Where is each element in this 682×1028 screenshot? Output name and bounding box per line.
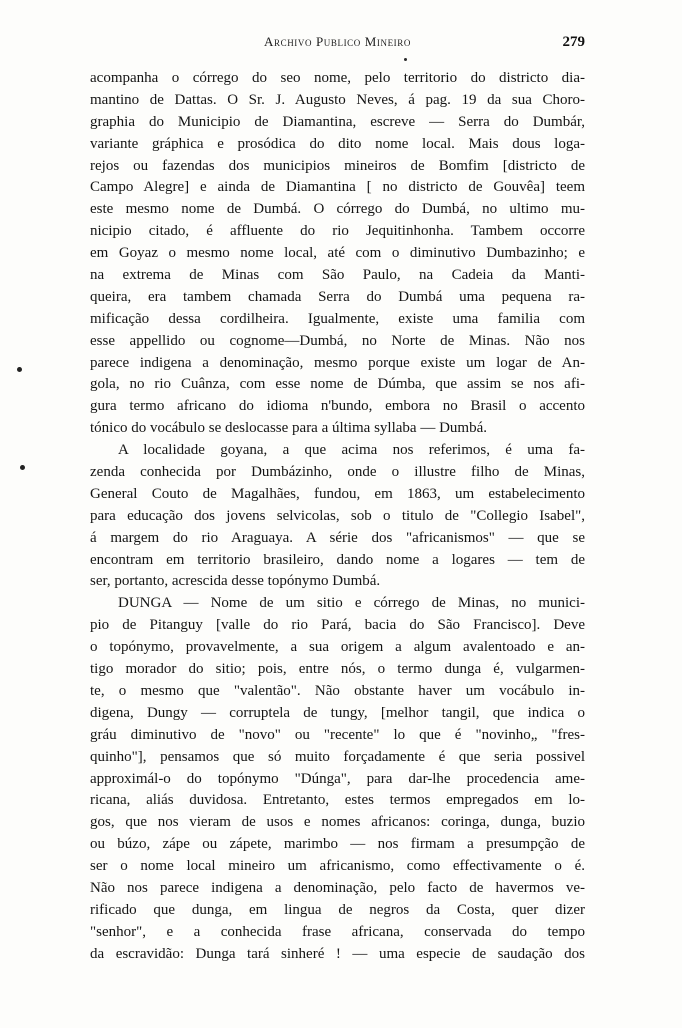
- text-line: digena, Dungy — corruptela de tungy, [melhor tangil, que indica o: [90, 704, 585, 721]
- text-line: queira, era tambem chamada Serra do Dumbá uma pequena ra-: [90, 288, 585, 305]
- text-line: gola, no rio Cuânza, com esse nome de Dúmba, que assim se nos afi-: [90, 376, 585, 393]
- text-line: Campo Alegre] e ainda de Diamantina [ no districto de Gouvêa] teem: [90, 179, 585, 196]
- text-line: variante gráphica e prosódica do dito nome local. Mais dous loga-: [90, 135, 585, 152]
- text-line: te, o mesmo que "valentão". Não obstante haver um vocábulo in-: [90, 682, 585, 699]
- text-line: mantino de Dattas. O Sr. J. Augusto Neves, á pag. 19 da sua Choro-: [90, 91, 585, 108]
- text-line: o topónymo, provavelmente, a sua origem a algum avalentoado e an-: [90, 639, 585, 656]
- text-line: ricana, aliás duvidosa. Entretanto, estes termos empregados em lo-: [90, 792, 585, 809]
- text-line: mificação dessa cordilheira. Igualmente, existe uma familia com: [90, 310, 585, 327]
- text-line: graphia do Municipio de Diamantina, escreve — Serra do Dumbár,: [90, 113, 585, 130]
- text-line: rejos ou fazendas dos municipios mineiros de Bomfim [districto de: [90, 157, 585, 174]
- text-line: na extrema de Minas com São Paulo, na Cadeia da Manti-: [90, 267, 585, 284]
- text-line: A localidade goyana, a que acima nos referimos, é uma fa-: [118, 442, 585, 459]
- text-line: á margem do rio Araguaya. A série dos "africanismos" — que se: [90, 529, 585, 546]
- text-line: esse appellido ou cognome—Dumbá, no Norte de Minas. Não nos: [90, 332, 585, 349]
- text-line: para educação dos jovens selvicolas, sob o titulo de "Collegio Isabel",: [90, 507, 585, 524]
- text-line: ser o nome local mineiro um africanismo, como effectivamente o é.: [90, 858, 585, 875]
- running-title: Archivo Publico Mineiro: [264, 34, 411, 49]
- text-line: gos, que nos vieram de usos e nomes africanos: coringa, dunga, buzio: [90, 814, 585, 831]
- text-line: pio de Pitanguy [valle do rio Pará, bacia do São Francisco]. Deve: [90, 617, 585, 634]
- text-line: da escravidão: Dunga tará sinheré ! — uma especie de saudação dos: [90, 945, 585, 962]
- text-line: "senhor", e a conhecida frase africana, conservada do tempo: [90, 923, 585, 940]
- running-head: [90, 34, 585, 58]
- text-line: General Couto de Magalhães, fundou, em 1863, um estabelecimento: [90, 485, 585, 502]
- text-line: este mesmo nome de Dumbá. O córrego do Dumbá, no ultimo mu-: [90, 201, 585, 218]
- text-line: zenda conhecida por Dumbázinho, onde o illustre filho de Minas,: [90, 464, 585, 481]
- text-line: nicipio citado, é affluente do rio Jequitinhonha. Tambem occorre: [90, 223, 585, 240]
- text-line: em Goyaz o mesmo nome local, até com o diminutivo Dumbazinho; e: [90, 245, 585, 262]
- text-line: tónico do vocábulo se deslocasse para a última syllaba — Dumbá.: [90, 420, 487, 437]
- text-line: DUNGA — Nome de um sitio e córrego de Minas, no munici-: [118, 595, 585, 612]
- page-number: 279: [562, 34, 585, 50]
- text-line: gráu diminutivo de "novo" ou "recente" lo que é "novinho„ "fres-: [90, 726, 585, 743]
- margin-dot: [20, 465, 25, 470]
- text-line: rificado que dunga, em lingua de negros da Costa, quer dizer: [90, 901, 585, 918]
- text-line: tigo morador do sitio; pois, entre nós, o termo dunga é, vulgarmen-: [90, 661, 585, 678]
- text-line: Não nos parece indigena a denominação, pelo facto de havermos ve-: [90, 879, 585, 896]
- text-line: acompanha o córrego do seo nome, pelo territorio do districto dia-: [90, 70, 585, 86]
- header-dot: [404, 58, 407, 61]
- text-line: encontram em territorio brasileiro, dando nome a logares — tem de: [90, 551, 585, 568]
- text-line: ou búzo, zápe ou zápete, marimbo — nos firmam a presumpção de: [90, 836, 585, 853]
- text-line: ser, portanto, acrescida desse topónymo Dumbá.: [90, 573, 381, 590]
- body-text: [90, 68, 585, 966]
- text-line: approximál-o do topónymo "Dúnga", para dar-lhe procedencia ame-: [90, 770, 585, 787]
- text-line: quinho"], pensamos que só muito forçadamente é que seria possivel: [90, 748, 585, 765]
- margin-dot: [17, 367, 22, 372]
- text-line: gura termo africano do idioma n'bundo, embora no Brasil o accento: [90, 398, 585, 415]
- text-line: parece indigena a denominação, mesmo porque existe um logar de An-: [90, 354, 585, 371]
